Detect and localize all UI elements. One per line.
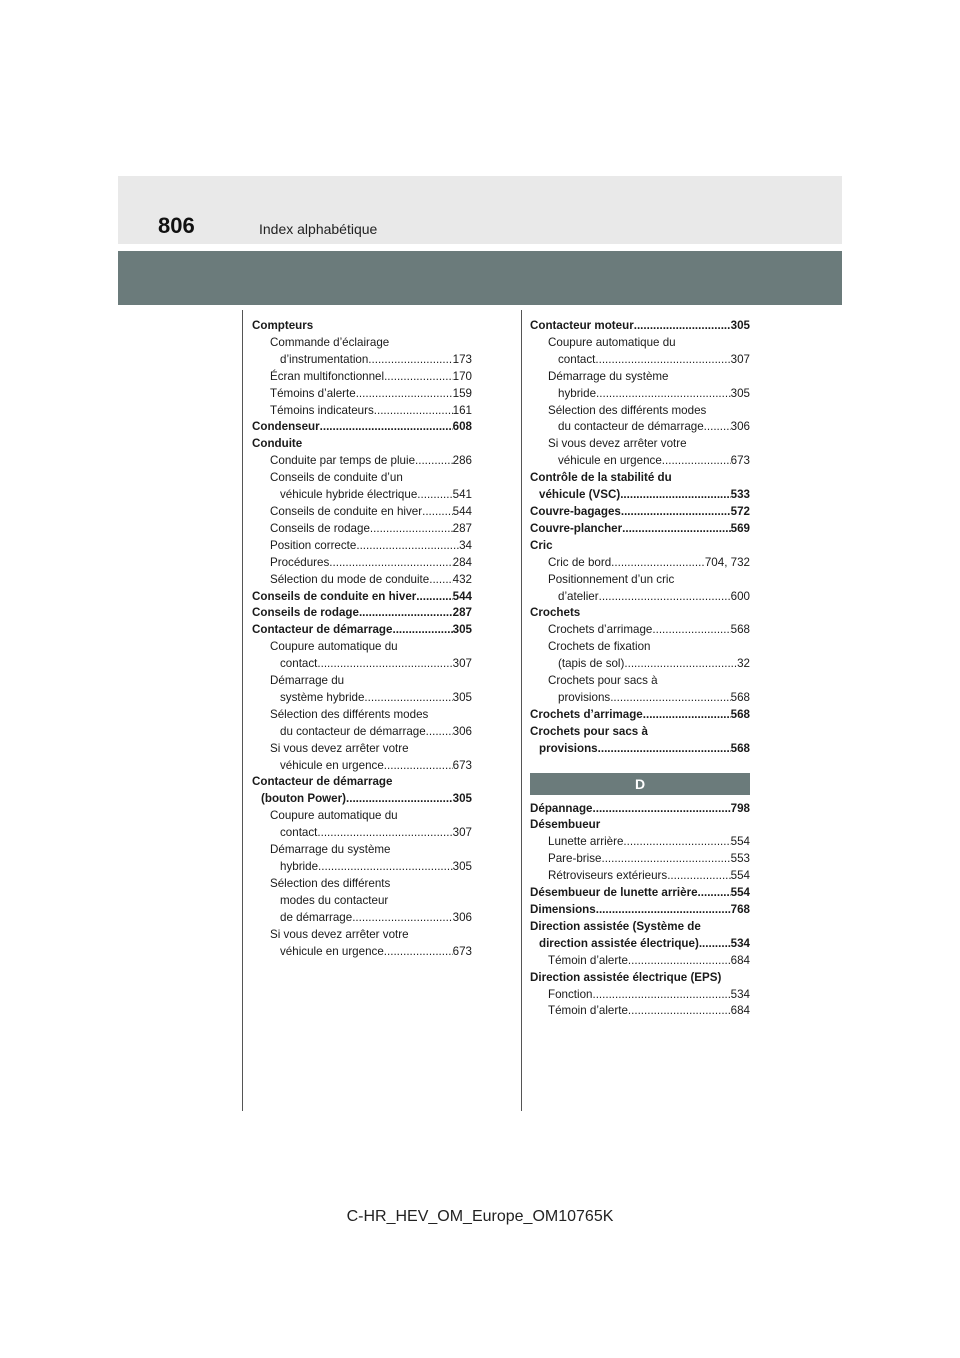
leader-dots [422,504,453,521]
entry-term: du contacteur de démarrage [280,724,426,738]
index-entry [530,419,750,436]
leader-dots [318,859,453,876]
entry-page-number: 568 [730,623,750,637]
entry-page-number: 161 [452,403,472,417]
leader-dots [429,572,452,589]
entry-page-number: 768 [730,903,750,916]
entry-page-number: 32 [737,657,750,671]
leader-dots [320,419,453,436]
entry-page-number: 554 [730,835,750,849]
entry-page-number: 572 [730,504,750,518]
index-entry [252,386,472,403]
entry-term: contact [280,826,318,840]
index-entry [530,386,750,403]
index-subheading: Si vous devez arrêter votre [270,927,409,941]
entry-page-number: 305 [452,860,472,873]
entry-page-number: 673 [452,944,472,958]
entry-term: hybride [558,386,597,400]
index-subheading: Démarrage du système [548,369,669,383]
leader-dots [623,834,730,851]
entry-page-number: 305 [730,386,750,400]
leader-dots [599,589,731,606]
index-heading: Cric [530,538,553,552]
leader-dots [384,944,453,961]
entry-page-number: 306 [730,420,750,434]
entry-term: du contacteur de démarrage [558,420,704,434]
entry-term: Position correcte [270,538,357,552]
index-subheading: Si vous devez arrêter votre [548,437,687,451]
entry-term: Témoins d’alerte [270,386,356,400]
leader-dots [610,690,730,707]
left-column-rule [242,310,243,1111]
leader-dots [415,453,453,470]
index-entry [252,572,472,589]
index-subheading: Si vous devez arrêter votre [270,741,409,755]
entry-page-number: 306 [452,910,472,924]
leader-dots [356,538,459,555]
entry-term: Couvre-plancher [530,521,623,535]
index-entry [530,352,750,369]
index-entry [252,555,472,572]
leader-dots [417,487,452,504]
entry-page-number: 568 [730,741,750,755]
entry-term: Désembueur de lunette arrière [530,886,698,900]
leader-dots [621,504,731,521]
header-band [118,176,842,244]
index-subheading: modes du contacteur [280,893,389,907]
index-entry [530,987,750,1004]
leader-dots [592,987,730,1004]
index-heading: Contrôle de la stabilité du [530,471,672,485]
index-entry [252,724,472,741]
leader-dots [634,318,731,335]
index-heading: Crochets pour sacs à [530,724,648,738]
index-entry [252,656,472,673]
entry-page-number: 307 [452,657,472,671]
index-subheading: Démarrage du système [270,843,391,857]
entry-page-number: 569 [730,521,750,535]
leader-dots [601,851,730,868]
index-entry [530,589,750,606]
index-entry [530,741,750,758]
entry-page-number: 533 [730,488,750,502]
leader-dots [356,386,453,403]
leader-dots [667,868,730,885]
entry-term: véhicule en urgence [558,454,662,468]
entry-page-number: 159 [452,386,472,400]
index-heading: Conduite [252,437,303,451]
entry-page-number: 34 [459,538,472,552]
entry-term: Sélection du mode de conduite [270,572,430,586]
index-entry [530,622,750,639]
entry-term: Lunette arrière [548,835,624,849]
leader-dots [595,352,730,369]
leader-dots [699,936,731,953]
index-subheading: Commande d’éclairage [270,335,390,349]
index-entry [252,453,472,470]
index-entry [530,868,750,885]
index-entry [530,521,750,538]
entry-page-number: 307 [452,826,472,840]
index-entry [252,352,472,369]
entry-page-number: 673 [452,758,472,772]
index-entry [252,825,472,842]
leader-dots [346,791,453,808]
entry-term: Conseils de rodage [270,521,370,535]
entry-term: provisions [539,741,598,755]
index-subheading: Positionnement d’un cric [548,572,675,586]
leader-dots [364,690,452,707]
index-entry [530,690,750,707]
leader-dots [329,555,452,572]
leader-dots [643,707,731,724]
leader-dots [698,885,731,902]
leader-dots [426,724,453,741]
leader-dots [384,369,453,386]
entry-page-number: 553 [730,852,750,866]
leader-dots [598,741,731,758]
entry-page-number: 554 [730,869,750,883]
entry-page-number: 544 [452,589,472,603]
entry-term: système hybride [280,690,365,704]
leader-dots [317,656,452,673]
entry-page-number: 305 [452,792,472,806]
leader-dots [628,953,731,970]
index-subheading: Coupure automatique du [270,809,398,823]
entry-term: Contacteur de démarrage [252,623,393,637]
entry-term: provisions [558,690,611,704]
index-entry [252,910,472,927]
index-heading: Compteurs [252,319,314,332]
entry-term: Crochets d’arrimage [548,623,653,637]
index-heading: Direction assistée (Système de [530,919,701,933]
entry-term: Pare-brise [548,852,602,866]
index-entry [252,589,472,606]
index-entry [252,944,472,961]
entry-term: contact [558,352,596,366]
entry-term: Témoin d’alerte [548,1004,628,1018]
leader-dots [622,521,731,538]
index-entry [252,758,472,775]
index-entry [252,419,472,436]
leader-dots [352,910,452,927]
entry-page-number: 286 [452,454,472,468]
entry-page-number: 684 [730,1004,750,1018]
leader-dots [652,622,730,639]
entry-term: Condenseur [252,420,320,434]
leader-dots [384,758,453,775]
index-subheading: Sélection des différents [270,876,391,890]
page-number: 806 [158,213,195,238]
index-entry [530,801,750,818]
entry-term: Contacteur moteur [530,319,634,332]
leader-dots [611,555,705,572]
entry-term: véhicule (VSC) [539,488,621,502]
leader-dots [359,605,453,622]
index-entry [530,656,750,673]
entry-term: Cric de bord [548,555,612,569]
entry-term: Conseils de conduite en hiver [270,504,423,518]
entry-page-number: 305 [452,623,472,637]
entry-page-number: 534 [730,987,750,1001]
index-entry [530,953,750,970]
index-entry [530,936,750,953]
entry-term: d’instrumentation [280,352,369,366]
leader-dots [624,656,737,673]
leader-dots [596,902,731,919]
index-subheading: Crochets pour sacs à [548,674,658,688]
entry-term: Dimensions [530,903,596,916]
entry-page-number: 568 [730,690,750,704]
index-entry [530,902,750,919]
entry-term: Dépannage [530,801,593,815]
entry-page-number: 287 [452,521,472,535]
index-entry [530,318,750,335]
entry-term: Procédures [270,555,330,569]
index-entry [530,504,750,521]
entry-term: contact [280,657,318,671]
index-subheading: Coupure automatique du [548,335,676,349]
index-entry [530,834,750,851]
entry-page-number: 798 [730,801,750,815]
index-entry [530,487,750,504]
index-subheading: Sélection des différents modes [270,707,429,721]
entry-term: hybride [280,860,319,873]
leader-dots [374,403,453,420]
entry-term: Conseils de rodage [252,606,359,620]
index-subheading: Conseils de conduite d’un [270,471,403,485]
index-entry [252,605,472,622]
entry-term: de démarrage [280,910,353,924]
index-entry [252,403,472,420]
index-entry [252,538,472,555]
index-entry [252,690,472,707]
leader-dots [317,825,452,842]
index-entry [530,1003,750,1020]
entry-page-number: 541 [452,488,472,502]
entry-term: Conduite par temps de pluie [270,454,416,468]
index-entry [252,521,472,538]
entry-page-number: 600 [730,589,750,603]
leader-dots [628,1003,731,1020]
index-letter-heading: D [530,773,750,795]
entry-term: véhicule en urgence [280,758,384,772]
leader-dots [368,352,452,369]
entry-page-number: 673 [730,454,750,468]
index-entry [530,851,750,868]
entry-term: (tapis de sol) [558,657,625,671]
entry-page-number: 287 [452,606,472,620]
entry-page-number: 554 [730,886,750,900]
index-entry [530,555,750,572]
entry-term: Crochets d’arrimage [530,707,643,721]
entry-page-number: 305 [730,319,750,332]
entry-page-number: 568 [730,707,750,721]
entry-page-number: 307 [730,352,750,366]
leader-dots [370,521,453,538]
entry-term: véhicule en urgence [280,944,384,958]
leader-dots [620,487,730,504]
entry-term: d’atelier [558,589,599,603]
leader-dots [596,386,731,403]
index-entry [252,369,472,386]
entry-page-number: 684 [730,953,750,967]
entry-page-number: 534 [730,936,750,950]
entry-page-number: 432 [452,572,472,586]
index-subheading: Crochets de fixation [548,640,651,654]
entry-term: Écran multifonctionnel [270,369,385,383]
entry-term: Témoin d’alerte [548,953,628,967]
entry-page-number: 704, 732 [704,555,750,569]
leader-dots [662,453,731,470]
right-column-rule [521,310,522,1111]
entry-page-number: 284 [452,555,472,569]
index-entry [252,791,472,808]
index-heading: Crochets [530,606,581,620]
entry-term: Fonction [548,987,593,1001]
section-title: Index alphabétique [259,221,378,237]
index-entry [530,707,750,724]
leader-dots [416,589,452,606]
index-entry [252,487,472,504]
index-heading: Contacteur de démarrage [252,775,393,789]
entry-term: direction assistée électrique) [539,936,699,950]
entry-term: (bouton Power) [261,792,347,806]
entry-term: Témoins indicateurs [270,403,374,417]
entry-page-number: 306 [452,724,472,738]
index-heading: Désembueur [530,818,601,832]
index-column-right [530,318,750,1020]
index-entry [252,622,472,639]
leader-dots [593,801,731,818]
index-subheading: Démarrage du [270,674,345,688]
index-entry [530,885,750,902]
entry-page-number: 305 [452,690,472,704]
entry-page-number: 173 [452,352,472,366]
index-entry [530,453,750,470]
entry-term: Couvre-bagages [530,504,621,518]
index-subheading: Coupure automatique du [270,640,398,654]
document-code: C-HR_HEV_OM_Europe_OM10765K [346,1208,614,1225]
leader-dots [392,622,452,639]
index-subheading: Sélection des différents modes [548,403,707,417]
entry-page-number: 608 [452,420,472,434]
entry-page-number: 544 [452,504,472,518]
index-entry [252,504,472,521]
entry-term: Rétroviseurs extérieurs [548,869,668,883]
entry-term: Conseils de conduite en hiver [252,589,417,603]
index-column-left [252,318,472,960]
index-entry [252,859,472,876]
index-heading: Direction assistée électrique (EPS) [530,970,722,984]
entry-page-number: 170 [452,369,472,383]
header-bar [118,251,842,305]
leader-dots [704,419,731,436]
entry-term: véhicule hybride électrique [280,488,418,502]
